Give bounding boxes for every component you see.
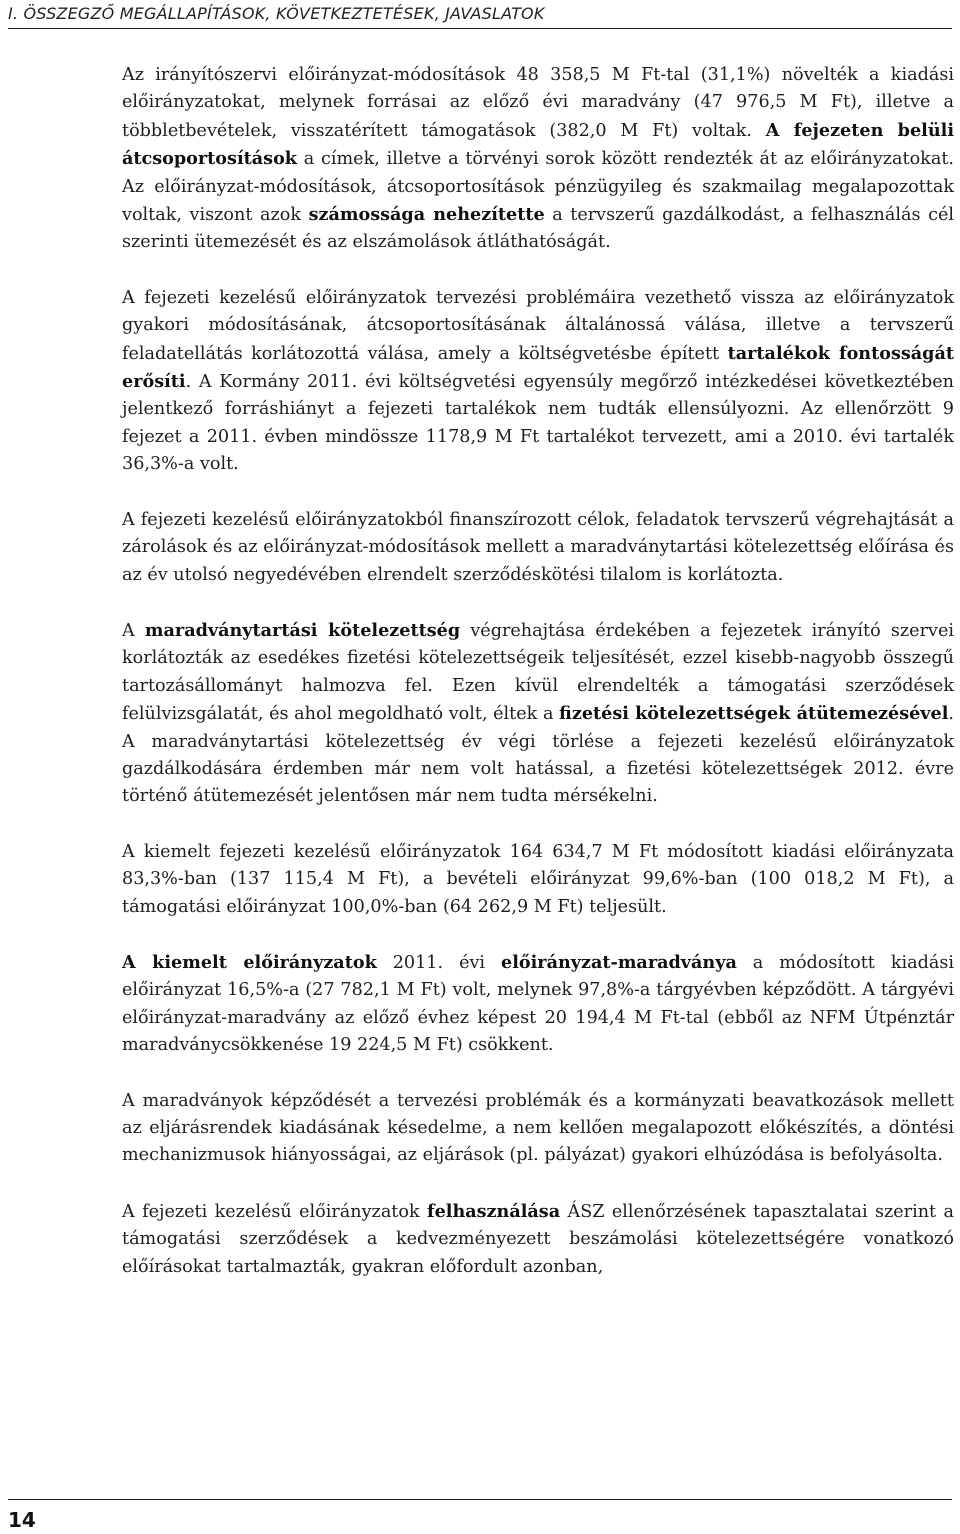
paragraph <box>122 507 954 589</box>
text-segment: Az irányítószervi előirányzat-módosítások 48 358,5 M Ft-tal (31,1%) növelték a kiadási előirányzatokat, melynek forrásai az előző évi maradvány (47 976,5 M Ft), illetve a többletbevételek, visszatérített támogatások (382,0 M Ft) voltak. <box>122 65 954 141</box>
text-segment: a címek, illetve a törvényi sorok között rendezték át az előirányzatokat. Az előirányzat-módosítások, átcsoportosítások pénzügyileg és szakmailag megalapozottak voltak, viszont azok <box>122 149 954 226</box>
text-segment: 2011. évi <box>376 952 502 973</box>
bold-text-segment: előirányzat-maradványa <box>501 951 737 973</box>
text-segment: A fejezeti kezelésű előirányzatokból finanszírozott célok, feladatok tervszerű végrehajtását a zárolások és az előirányzat-módosítások mellett a maradványtartási kötelezettség előírása és az év utolsó negyedévében elrendelt szerződéskötési tilalom is korlátozta. <box>122 509 954 585</box>
paragraph <box>122 1198 954 1281</box>
bold-text-segment: tartalékok fontosságát erősíti <box>122 342 954 393</box>
document-body <box>122 62 954 1309</box>
paragraph <box>122 617 954 811</box>
text-segment: . A Kormány 2011. évi költségvetési egyensúly megőrző intézkedései következtében jelentkező forráshiányt a fejezeti tartalékok nem tudták ellensúlyozni. Az ellenőrzött 9 fejezet a 2011. évben mindössze 1178,9 M Ft tartalékot tervezett, ami a 2010. évi tartalék 36,3%-a volt. <box>122 372 954 475</box>
bold-text-segment: maradványtartási kötelezettség <box>144 619 461 641</box>
paragraph <box>122 949 954 1060</box>
paragraph <box>122 1088 954 1170</box>
paragraph <box>122 62 954 257</box>
page-header <box>8 0 952 29</box>
footer-divider <box>8 1499 952 1500</box>
text-segment: A <box>122 620 145 641</box>
bold-text-segment: A kiemelt előirányzatok <box>122 951 377 973</box>
bold-text-segment: felhasználása <box>427 1200 561 1222</box>
paragraph <box>122 839 954 921</box>
text-segment: A fejezeti kezelésű előirányzatok tervezési problémáira vezethető vissza az előirányzatok gyakori módosításának, átcsoportosításának általánossá válása, illetve a tervszerű feladatellátás korlátozottá válása, amely a költségvetésbe épített <box>122 287 954 364</box>
text-segment: . A maradványtartási kötelezettség év végi törlése a fejezeti kezelésű előirányzatok gazdálkodására érdemben már nem volt hatással, a fizetési kötelezettségek 2012. évre történő átütemezését jelentősen már nem tudta mérsékelni. <box>122 704 954 807</box>
text-segment: A kiemelt fejezeti kezelésű előirányzatok 164 634,7 M Ft módosított kiadási előirányzata 83,3%-ban (137 115,4 M Ft), a bevételi előirányzat 99,6%-ban (100 018,2 M Ft), a támogatási előirányzat 100,0%-ban (64 262,9 M Ft) teljesült. <box>122 841 954 917</box>
page-number: 14 <box>8 1508 36 1532</box>
text-segment: A maradványok képződését a tervezési problémák és a kormányzati beavatkozások mellett az eljárásrendek kiadásának késedelme, a nem kellően megalapozott előkészítés, a döntési mechanizmusok hiányosságai, az eljárások (pl. pályázat) gyakori elhúzódása is befolyásolta. <box>122 1090 954 1166</box>
text-segment: a tervszerű gazdálkodást, a felhasználás cél szerinti ütemezését és az elszámolások átláthatóságát. <box>122 205 954 253</box>
text-segment: végrehajtása érdekében a fejezetek irányító szervei korlátozták az esedékes fizetési kötelezettségeik teljesítését, ezzel kisebb-nagyobb összegű tartozásállományt halmozva fel. Ezen kívül elrendelték a támogatási szerződések felülvizsgálatát, és ahol megoldható volt, éltek a <box>122 620 954 725</box>
text-segment: ÁSZ ellenőrzésének tapasztalatai szerint a támogatási szerződések a kedvezményezett beszámolási kötelezettségére vonatkozó előírásokat tartalmazták, gyakran előfordult azonban, <box>122 1201 954 1277</box>
bold-text-segment: A fejezeten belüli átcsoportosítások <box>122 119 955 170</box>
text-segment: a módosított kiadási előirányzat 16,5%-a (27 782,1 M Ft) volt, melynek 97,8%-a tárgyévben képződött. A tárgyévi előirányzat-maradvány az előző évhez képest 20 194,4 M Ft-tal (ebből az NFM Útpénztár maradványcsökkenése 19 224,5 M Ft) csökkent. <box>122 952 955 1056</box>
text-segment: A fejezeti kezelésű előirányzatok <box>122 1201 427 1222</box>
paragraph <box>122 285 954 479</box>
bold-text-segment: számossága nehezítette <box>308 204 545 226</box>
section-title: I. ÖSSZEGZŐ MEGÁLLAPÍTÁSOK, KÖVETKEZTETÉSEK, JAVASLATOK <box>8 4 545 23</box>
bold-text-segment: fizetési kötelezettségek átütemezésével <box>559 703 949 725</box>
